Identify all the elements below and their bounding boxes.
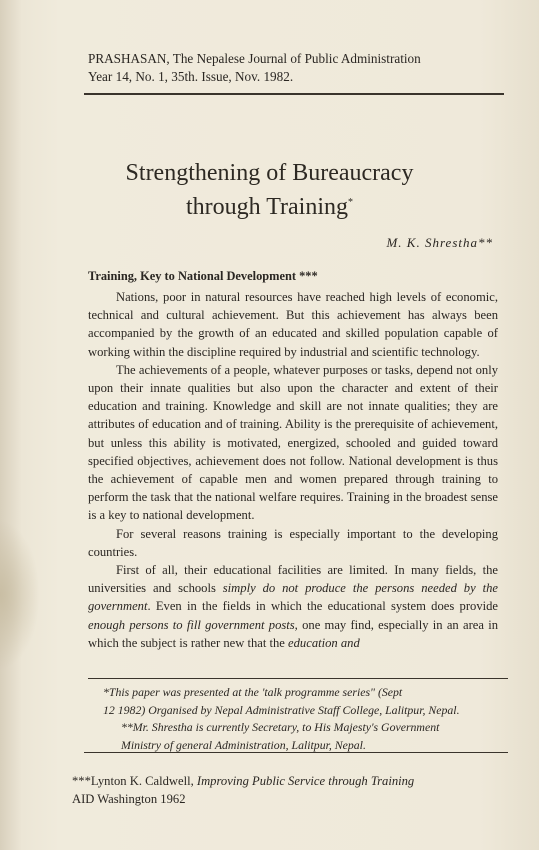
author-footnote-mark: ** [478, 235, 493, 250]
reference-publisher: AID Washington 1962 [72, 792, 186, 806]
reference-note [72, 772, 414, 808]
journal-header [88, 50, 421, 86]
footnote-rule [88, 678, 508, 679]
paragraph-1: Nations, poor in natural resources have reached high levels of economic, technical and cultural achievement. But this achievement has always been accompanied by the growth of an educated and skilled population capable of working within the discipline required by industrial and scientific technology. [88, 290, 498, 359]
paragraph-3: For several reasons training is especially important to the developing countries. [88, 526, 498, 559]
journal-name: PRASHASAN, The Nepalese Journal of Public Administration [88, 51, 421, 66]
footnote-1-line-1: *This paper was presented at the 'talk programme series" (Sept [103, 685, 403, 699]
article-body [88, 288, 498, 652]
article-title [0, 158, 539, 222]
reference-title: Improving Public Service through Training [196, 774, 415, 788]
p4-emphasis-3: education and [288, 635, 360, 650]
section-heading: Training, Key to National Development *** [88, 269, 318, 283]
p4-text-a: First of all, their educational facilities are limited. In many fields, the universities and schools [88, 563, 498, 596]
author-name: M. K. Shrestha [386, 235, 478, 250]
title-footnote-mark: * [348, 197, 354, 208]
paragraph-2: The achievements of a people, whatever purposes or tasks, depend not only upon their innate qualities but also upon the character and extent of their education and training. Knowledge and skill are not innate qualities; they are attributes of education and of training. Ability is the prerequisite of achievement, but unless this ability is motivated, energized, schooled and guided toward specified objectives, achievement does not follow. National development is thus the achievement of capable men and women prepared through training to perform the task that the national welfare requires. Training in the broadest sense is a key to national development. [88, 362, 498, 523]
paragraph-4 [88, 561, 498, 652]
footnotes [103, 684, 499, 754]
p4-text-c: one may find, especially in an area in which the subject is rather new that the [88, 617, 498, 650]
footnote-2-line-1: **Mr. Shrestha is currently Secretary, to His Majesty's Government [121, 720, 440, 734]
title-line-1: Strengthening of Bureaucracy [125, 160, 414, 186]
footnote-1-line-2: 12 1982) Organised by Nepal Administrative Staff College, Lalitpur, Nepal. [103, 702, 460, 717]
page-stain [0, 520, 40, 670]
footnote-2-line-2: Ministry of general Administration, Lalitpur, Nepal. [121, 737, 366, 752]
header-rule [84, 93, 504, 95]
p4-text-b: . Even in the fields in which the educational system does provide [147, 599, 498, 614]
reference-rule [84, 752, 508, 753]
p4-emphasis-2: enough persons to fill government posts, [88, 617, 298, 632]
reference-author: ***Lynton K. Caldwell, [72, 774, 197, 788]
author-byline [386, 235, 493, 251]
p4-emphasis-1: simply do not produce the persons needed by the government [88, 581, 498, 614]
journal-issue: Year 14, No. 1, 35th. Issue, Nov. 1982. [88, 69, 294, 84]
title-line-2: through Training [185, 194, 349, 220]
